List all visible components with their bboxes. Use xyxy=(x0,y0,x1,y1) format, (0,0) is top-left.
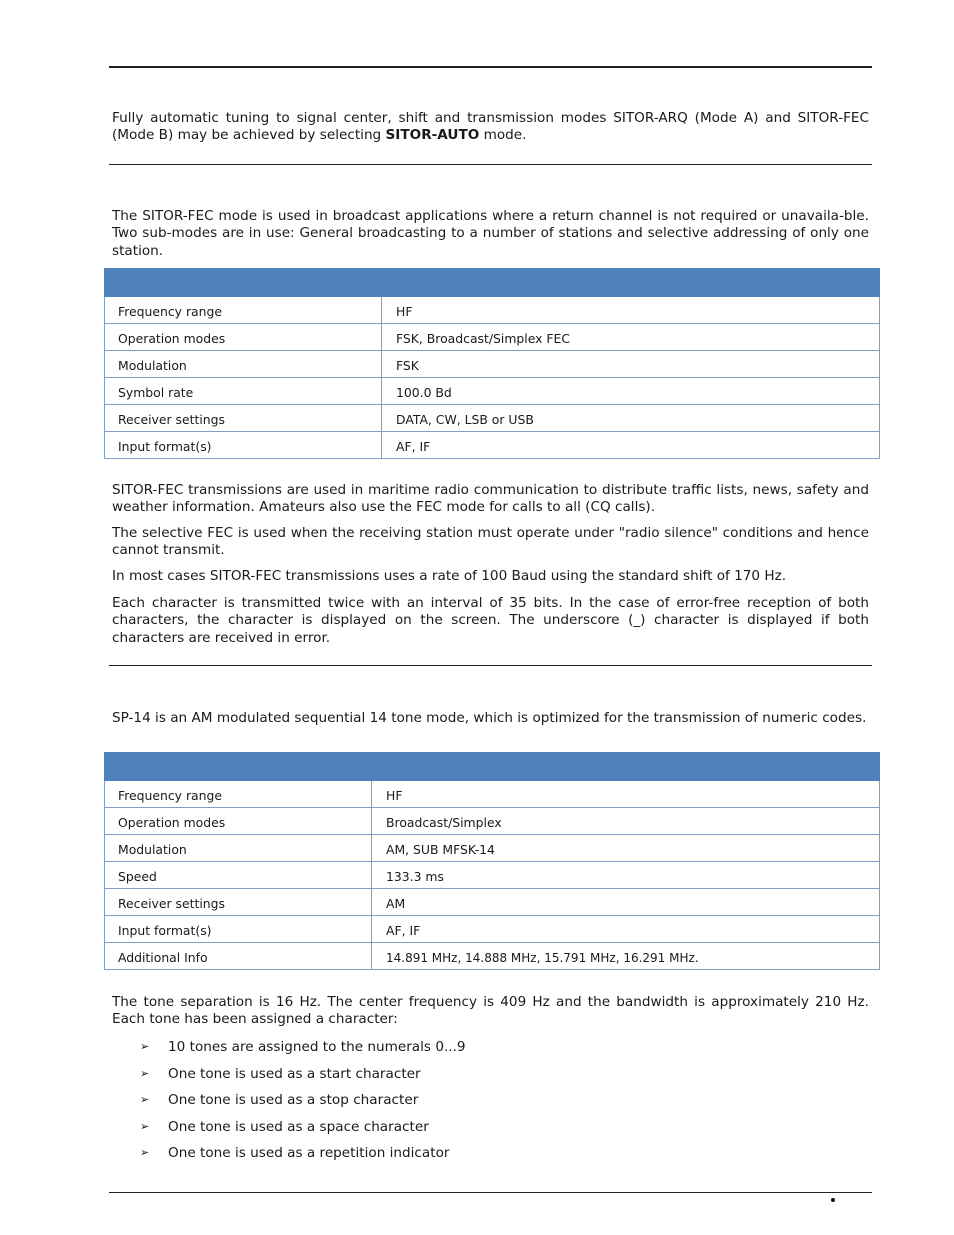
arrowhead-bullet-icon: ➢ xyxy=(140,1040,150,1053)
arrowhead-bullet-icon: ➢ xyxy=(140,1093,150,1106)
param-value: AF, IF xyxy=(372,916,880,943)
tone-assignment-list xyxy=(140,1037,840,1170)
table-row xyxy=(105,808,880,835)
sitor-fec-usage-paragraph: SITOR-FEC transmissions are used in maritime radio communication to distribute traffic lists, news, safety and weather information. Amateurs also use the FEC mode for calls to all (CQ calls). xyxy=(112,482,869,516)
param-value: FSK, Broadcast/Simplex FEC xyxy=(382,324,880,351)
param-value: AM xyxy=(372,889,880,916)
footer-dot-icon xyxy=(831,1198,835,1202)
table-row xyxy=(105,943,880,970)
param-label: Operation modes xyxy=(105,324,382,351)
table-header xyxy=(105,269,880,297)
param-label: Input format(s) xyxy=(105,432,382,459)
table-row xyxy=(105,889,880,916)
param-value: AF, IF xyxy=(382,432,880,459)
sp14-parameter-table xyxy=(104,752,880,970)
param-label: Frequency range xyxy=(105,781,372,808)
arrowhead-bullet-icon: ➢ xyxy=(140,1066,150,1080)
param-label: Speed xyxy=(105,862,372,889)
list-item: ➢ One tone is used as a stop character xyxy=(140,1092,419,1108)
param-label: Receiver settings xyxy=(105,405,382,432)
param-value: Broadcast/Simplex xyxy=(372,808,880,835)
arrowhead-bullet-icon: ➢ xyxy=(140,1146,150,1159)
section-divider xyxy=(109,164,872,165)
param-label: Frequency range xyxy=(105,297,382,324)
sitor-fec-rate-paragraph: In most cases SITOR-FEC transmissions uses a rate of 100 Baud using the standard shift of 170 Hz. xyxy=(112,568,787,584)
table-row xyxy=(105,324,880,351)
param-value: AM, SUB MFSK-14 xyxy=(372,835,880,862)
sp14-tone-paragraph: The tone separation is 16 Hz. The center frequency is 409 Hz and the bandwidth is approximately 210 Hz. Each tone has been assigned a character: xyxy=(112,994,869,1028)
param-value: DATA, CW, LSB or USB xyxy=(382,405,880,432)
table-row xyxy=(105,378,880,405)
table-row xyxy=(105,916,880,943)
table-row xyxy=(105,862,880,889)
header-rule xyxy=(109,66,872,68)
sp14-intro: SP-14 is an AM modulated sequential 14 tone mode, which is optimized for the transmission of numeric codes. xyxy=(112,710,867,726)
sitor-fec-character-paragraph: Each character is transmitted twice with an interval of 35 bits. In the case of error-free reception of both characters, the character is displayed on the screen. The underscore (_) character is displayed if both characters are received in error. xyxy=(112,595,869,646)
param-label: Modulation xyxy=(105,351,382,378)
table-row xyxy=(105,835,880,862)
table-row xyxy=(105,405,880,432)
param-label: Symbol rate xyxy=(105,378,382,405)
sitor-auto-text: Fully automatic tuning to signal center, shift and transmission modes SITOR-ARQ (Mode A) and SITOR-FEC (Mode B) may be achieved by selecting xyxy=(112,110,869,144)
table-row xyxy=(105,432,880,459)
param-label: Modulation xyxy=(105,835,372,862)
param-value: FSK xyxy=(382,351,880,378)
list-item: ➢ One tone is used as a space character xyxy=(140,1118,429,1135)
param-label: Operation modes xyxy=(105,808,372,835)
arrowhead-bullet-icon: ➢ xyxy=(140,1119,150,1133)
param-value: 133.3 ms xyxy=(372,862,880,889)
sitor-fec-intro: The SITOR-FEC mode is used in broadcast applications where a return channel is not required or unavaila-ble. Two sub-modes are in use: General broadcasting to a number of stations and selective addressing of only one station. xyxy=(112,208,869,259)
sitor-fec-parameter-table xyxy=(104,268,880,459)
param-value: 14.891 MHz, 14.888 MHz, 15.791 MHz, 16.291 MHz. xyxy=(372,943,880,970)
param-value: HF xyxy=(372,781,880,808)
section-divider xyxy=(109,665,872,666)
param-label: Input format(s) xyxy=(105,916,372,943)
list-item: ➢ 10 tones are assigned to the numerals 0...9 xyxy=(140,1039,466,1055)
sitor-fec-selective-paragraph: The selective FEC is used when the receiving station must operate under "radio silence" conditions and hence cannot transmit. xyxy=(112,525,869,559)
param-label: Receiver settings xyxy=(105,889,372,916)
sitor-auto-mode-name: SITOR-AUTO xyxy=(385,127,480,144)
footer-rule xyxy=(109,1192,872,1193)
param-value: HF xyxy=(382,297,880,324)
table-row xyxy=(105,297,880,324)
list-item: ➢ One tone is used as a start character xyxy=(140,1065,421,1082)
sitor-auto-paragraph xyxy=(112,110,869,145)
table-header xyxy=(105,753,880,781)
param-value: 100.0 Bd xyxy=(382,378,880,405)
param-label: Additional Info xyxy=(105,943,372,970)
sitor-auto-text-end: mode. xyxy=(479,127,527,144)
table-row xyxy=(105,781,880,808)
list-item: ➢ One tone is used as a repetition indicator xyxy=(140,1145,450,1161)
table-row xyxy=(105,351,880,378)
